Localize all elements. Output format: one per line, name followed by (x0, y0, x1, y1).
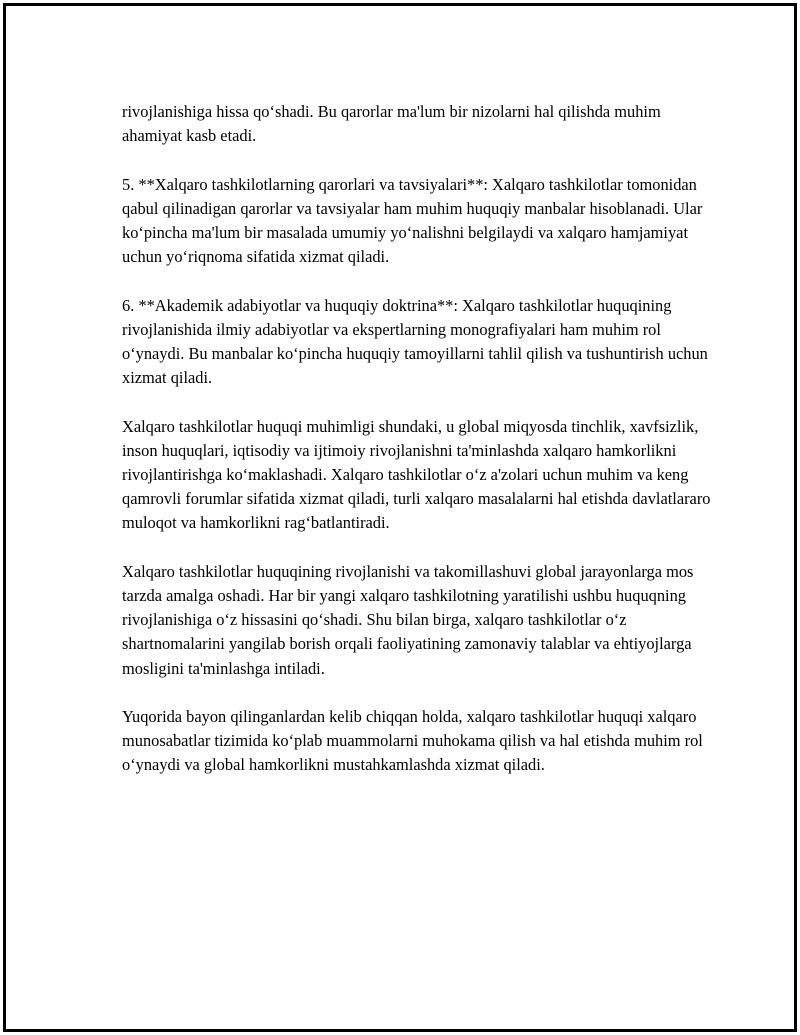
paragraph-item-6: 6. **Akademik adabiyotlar va huquqiy doktrina**: Xalqaro tashkilotlar huquqining rivojlanishida ilmiy adabiyotlar va ekspertlarning monografiyalari ham muhim rol o‘ynaydi. Bu manbalar ko‘pincha huquqiy tamoyillarni tahlil qilish va tushuntirish uchun xizmat qiladi. (122, 295, 708, 388)
paragraph-development: Xalqaro tashkilotlar huquqining rivojlanishi va takomillashuvi global jarayonlarga mos tarzda amalga oshadi. Har bir yangi xalqaro tashkilotning yaratilishi ushbu huquqning rivojlanishiga o‘z hissasini qo‘shadi. Shu bilan birga, xalqaro tashkilotlar o‘z shartnomalarini yangilab borish orqali faoliyatining zamonaviy talablar va ehtiyojlarga mosligini ta'minlashga intiladi. (122, 561, 694, 678)
paragraph-conclusion: Yuqorida bayon qilinganlardan kelib chiqqan holda, xalqaro tashkilotlar huquqi xalqaro munosabatlar tizimida ko‘plab muammolarni muhokama qilish va hal etishda muhim rol o‘ynaydi va global hamkorlikni mustahkamlashda xizmat qiladi. (122, 707, 703, 775)
paragraph-item-5: 5. **Xalqaro tashkilotlarning qarorlari va tavsiyalari**: Xalqaro tashkilotlar tomonidan qabul qilinadigan qarorlar va tavsiyalar ham muhim huquqiy manbalar hisoblanadi. Ular ko‘pincha ma'lum bir masalada umumiy yo‘nalishni belgilaydi va xalqaro hamjamiyat uchun yo‘riqnoma sifatida xizmat qiladi. (122, 174, 703, 267)
document-body (122, 100, 722, 802)
page-frame (3, 3, 797, 1032)
paragraph-importance: Xalqaro tashkilotlar huquqi muhimligi shundaki, u global miqyosda tinchlik, xavfsizlik, inson huquqlari, iqtisodiy va ijtimoiy rivojlanishni ta'minlashda xalqaro hamkorlikni rivojlantirishga ko‘maklashadi. Xalqaro tashkilotlar o‘z a'zolari uchun muhim va keng qamrovli forumlar sifatida xizmat qiladi, turli xalqaro masalalarni hal etishda davlatlararo muloqot va hamkorlikni rag‘batlantiradi. (122, 416, 711, 533)
paragraph-continuation: rivojlanishiga hissa qo‘shadi. Bu qarorlar ma'lum bir nizolarni hal qilishda muhim ahamiyat kasb etadi. (122, 102, 661, 146)
